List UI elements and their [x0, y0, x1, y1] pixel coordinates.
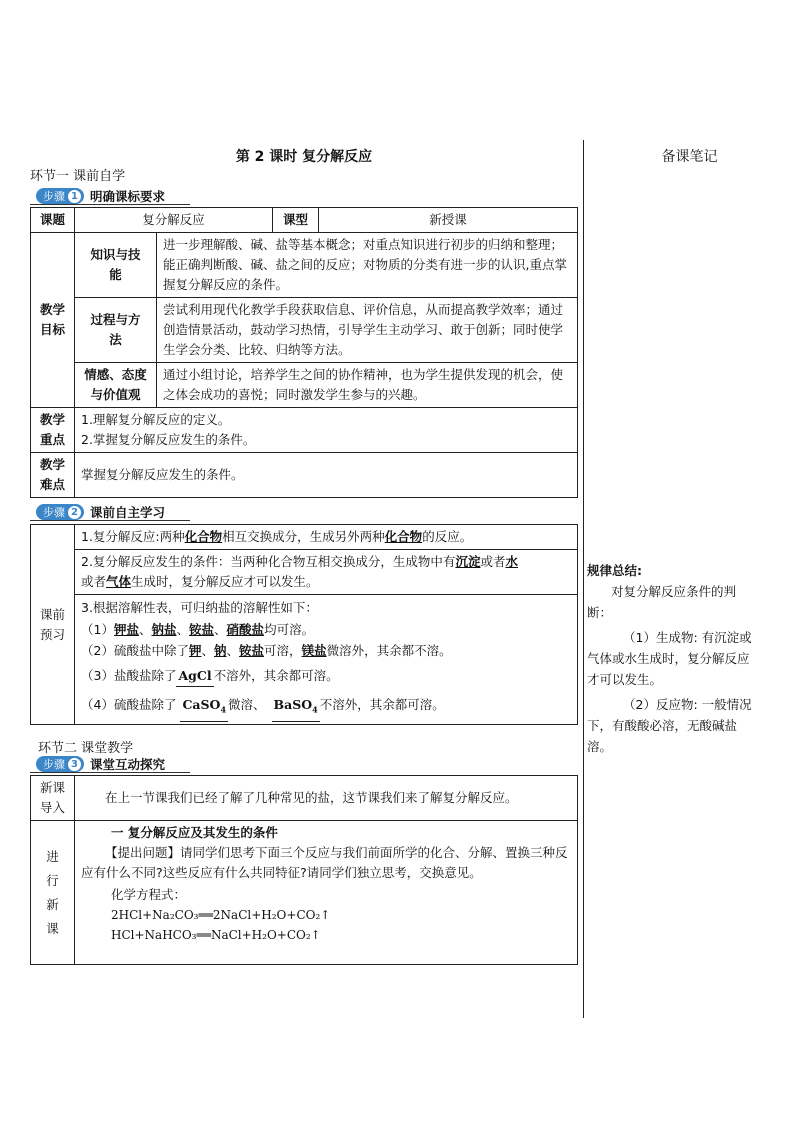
side-paragraph-3: （2）反应物: 一般情况下，有酸酸必溶，无酸碱盐溶。	[587, 697, 752, 754]
step-3-badge: 步骤 3	[36, 756, 84, 772]
type-header: 课型	[273, 208, 319, 233]
preview-label: 课前预习	[31, 525, 75, 725]
attitude-label: 情感、态度与价值观	[75, 363, 157, 408]
intro-text: 在上一节课我们已经了解了几种常见的盐，这节课我们来了解复分解反应。	[75, 776, 578, 821]
preview-item-2: 2.复分解反应发生的条件：当两种化合物互相交换成分，生成物中有沉淀或者水 或者气体生成时，复分解反应才可以发生。	[75, 550, 578, 595]
solubility-rule-4: （4）硫酸盐除了 CaSO$_4$ 微溶、 BaSO$_4$ 不溶外，其余都可溶。	[81, 694, 571, 722]
new-lesson-content	[75, 821, 578, 965]
attitude-text: 通过小组讨论，培养学生之间的协作精神，也为学生提供发现的机会，使之体会成功的喜悦；同时激发学生参与的兴趣。	[157, 363, 578, 408]
classroom-table	[30, 775, 578, 965]
key-points	[75, 408, 578, 453]
step-1-underline	[30, 204, 190, 205]
topic-header: 课题	[31, 208, 75, 233]
step-1-header	[36, 187, 184, 205]
section-2-label: 环节二 课堂教学	[38, 741, 134, 756]
side-paragraph-1: 对复分解反应条件的判断：	[587, 584, 737, 620]
step-3-title: 课堂互动探究	[90, 757, 166, 772]
notes-title: 备课笔记	[661, 149, 718, 165]
step-3-underline	[30, 772, 190, 773]
step-number: 2	[68, 506, 81, 519]
difficult-points-label: 教学难点	[31, 453, 75, 498]
equation-1: 2HCl+Na₂CO₃══2NaCl+H₂O+CO₂↑	[111, 908, 331, 922]
step-1-badge: 步骤 1	[36, 188, 84, 204]
key-point-1: 1.理解复分解反应的定义。	[81, 412, 231, 427]
step-number: 1	[68, 190, 81, 203]
solubility-rule-3: （3）盐酸盐除了 AgCl 不溶外，其余都可溶。	[81, 665, 571, 688]
process-label: 过程与方法	[75, 298, 157, 363]
new-lesson-label: 进行新课	[31, 821, 75, 965]
step-2-underline	[30, 520, 190, 521]
side-paragraph-2: （1）生成物: 有沉淀或气体或水生成时，复分解反应才可以发生。	[587, 630, 752, 687]
key-points-label: 教学重点	[31, 408, 75, 453]
type-value: 新授课	[319, 208, 578, 233]
solubility-rule-2: （2）硫酸盐中除了钾、钠、铵盐可溶，镁盐微溶外，其余都不溶。	[81, 643, 452, 658]
section-1-label: 环节一 课前自学	[30, 169, 126, 184]
key-point-2: 2.掌握复分解反应发生的条件。	[81, 432, 256, 447]
step-3-header	[36, 755, 184, 773]
formula-label: 化学方程式：	[111, 887, 187, 902]
column-divider	[583, 140, 584, 1018]
side-notes	[587, 560, 759, 757]
step-1-title: 明确课标要求	[90, 189, 166, 204]
objectives-table	[30, 207, 578, 498]
page-title: 第 2 课时 复分解反应	[235, 149, 373, 165]
intro-label: 新课导入	[31, 776, 75, 821]
step-number: 3	[68, 758, 81, 771]
step-2-header	[36, 503, 184, 521]
step-2-badge: 步骤 2	[36, 504, 84, 520]
equation-2: HCl+NaHCO₃══NaCl+H₂O+CO₂↑	[111, 928, 321, 942]
subheading: 一 复分解反应及其发生的条件	[111, 825, 278, 840]
process-text: 尝试利用现代化教学手段获取信息、评价信息，从而提高教学效率；通过创造情景活动，鼓动学习热情，引导学生主动学习、敢于创新；同时使学生学会分类、比较、归纳等方法。	[157, 298, 578, 363]
preview-table	[30, 524, 578, 725]
difficult-points: 掌握复分解反应发生的条件。	[75, 453, 578, 498]
knowledge-text: 进一步理解酸、碱、盐等基本概念；对重点知识进行初步的归纳和整理；能正确判断酸、碱、盐之间的反应；对物质的分类有进一步的认识,重点掌握复分解反应的条件。	[157, 233, 578, 298]
solubility-rule-1: （1）钾盐、钠盐、铵盐、硝酸盐均可溶。	[81, 621, 315, 637]
side-heading: 规律总结:	[587, 563, 642, 578]
topic-value: 复分解反应	[75, 208, 273, 233]
question-text: 【提出问题】请同学们思考下面三个反应与我们前面所学的化合、分解、置换三种反应有什么不同?这些反应有什么共同特征?请同学们独立思考，交换意见。	[81, 845, 568, 880]
knowledge-label: 知识与技能	[75, 233, 157, 298]
step-2-title: 课前自主学习	[90, 505, 166, 520]
preview-item-1: 1.复分解反应:两种化合物相互交换成分，生成另外两种化合物的反应。	[75, 525, 578, 550]
preview-item-3: 3.根据溶解性表，可归纳盐的溶解性如下： （1）钾盐、钠盐、铵盐、硝酸盐均可溶。 （2）硫酸盐中除了钾、钠、铵盐可溶，镁盐微溶外，其余都不溶。 （3）盐酸盐除了 AgCl 不溶外，其余都可溶。 （4）硫酸盐除了 CaSO$_4$ 微溶、 BaSO$_4$ 不溶外，其余都可溶。	[75, 595, 578, 725]
goal-label: 教学目标	[31, 233, 75, 408]
